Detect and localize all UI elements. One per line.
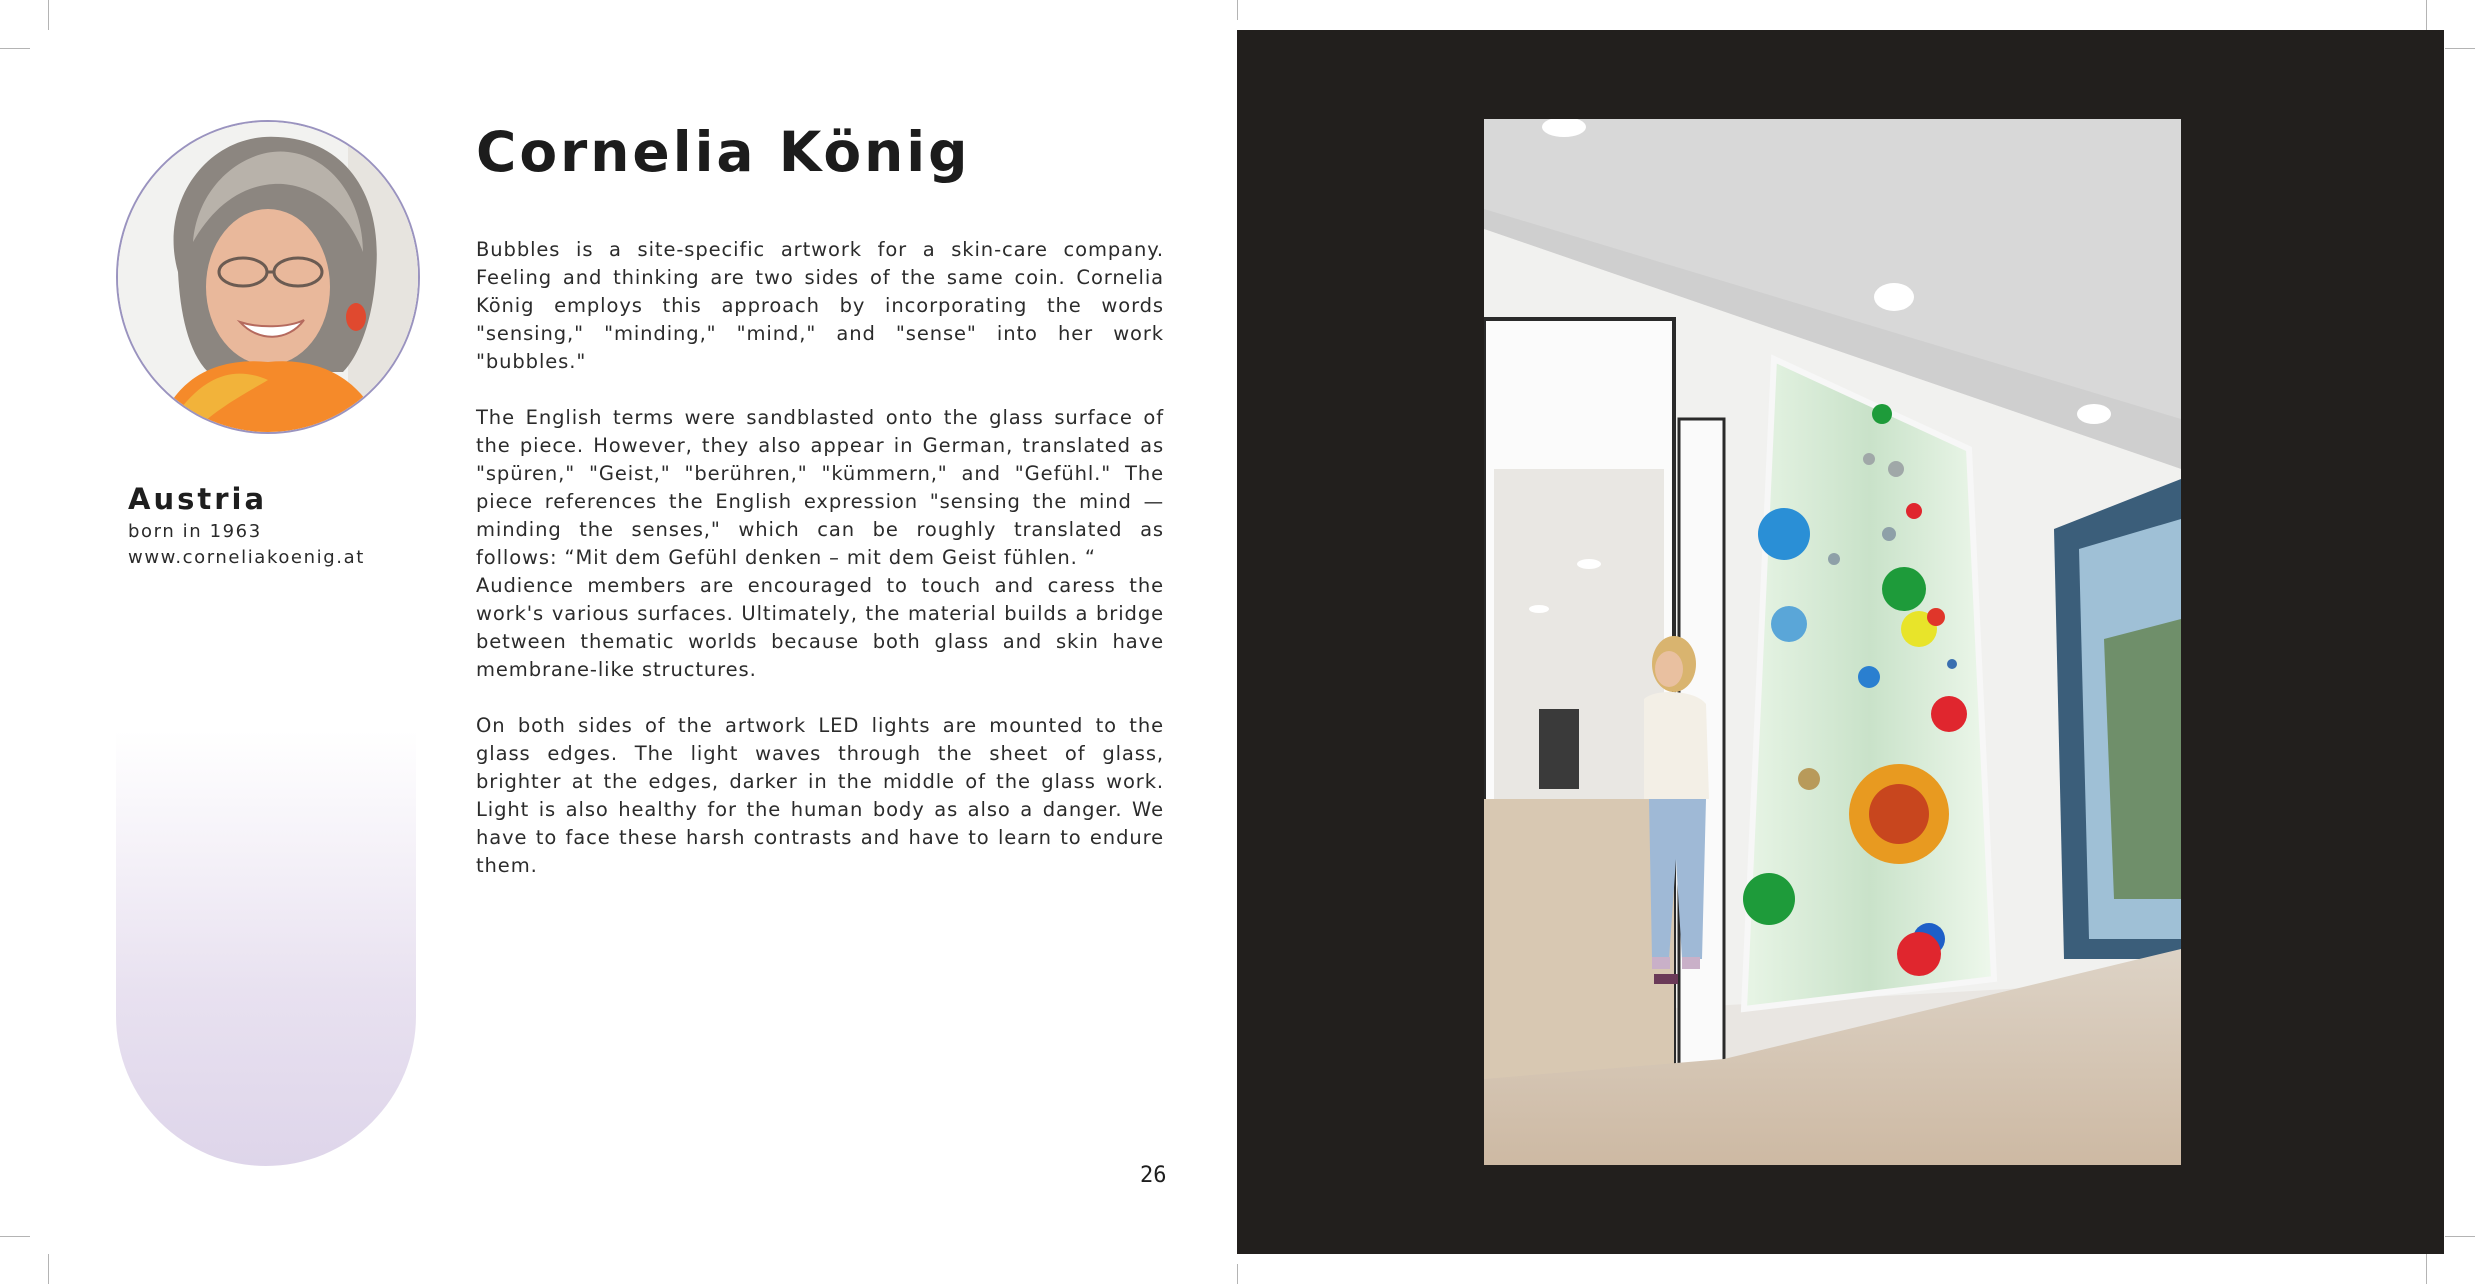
crop-mark — [2445, 48, 2475, 49]
artwork-photo — [1484, 119, 2181, 1165]
page-number: 26 — [1140, 1163, 1167, 1188]
crop-mark — [2445, 1236, 2475, 1237]
crop-mark — [1237, 0, 1238, 20]
left-page — [0, 0, 1237, 1284]
artist-meta — [128, 482, 365, 568]
decorative-gradient-pill — [116, 730, 416, 1166]
crop-mark — [1237, 1264, 1238, 1284]
artist-portrait — [116, 120, 420, 434]
artist-country: Austria — [128, 482, 268, 516]
artist-website[interactable]: www.corneliakoenig.at — [128, 547, 365, 568]
artwork-description — [476, 236, 1164, 908]
description-paragraph: Bubbles is a site-specific artwork for a skin-care company. Feeling and thinking are two sides of the same coin. Cornelia König employs this approach by incorporating the words "sensing," "minding," "mind," and "sense" into her work "bubbles." — [476, 238, 1164, 373]
description-paragraph: Audience members are encouraged to touch and caress the work's various surfaces. Ultimately, the material builds a bridge between thematic worlds because both glass and skin have membrane-like structures. — [476, 574, 1164, 681]
description-paragraph: On both sides of the artwork LED lights are mounted to the glass edges. The light waves through the sheet of glass, brighter at the edges, darker in the middle of the glass work. Light is also healthy for the human body as also a danger. We have to face these harsh contrasts and have to learn to endure them. — [476, 714, 1164, 877]
artist-birth-year: born in 1963 — [128, 521, 262, 542]
crop-mark — [2426, 1254, 2427, 1284]
right-page-dark-panel — [1237, 30, 2444, 1254]
artist-name: Cornelia König — [476, 120, 971, 184]
description-paragraph: The English terms were sandblasted onto the glass surface of the piece. However, they also appear in German, translated as "spüren," "Geist," "berühren," "kümmern," and "Gefühl." The piece references the English expression "sensing the mind — minding the senses," which can be roughly translated as follows: “Mit dem Gefühl denken – mit dem Geist fühlen. “ — [476, 406, 1164, 569]
crop-mark — [2426, 0, 2427, 30]
